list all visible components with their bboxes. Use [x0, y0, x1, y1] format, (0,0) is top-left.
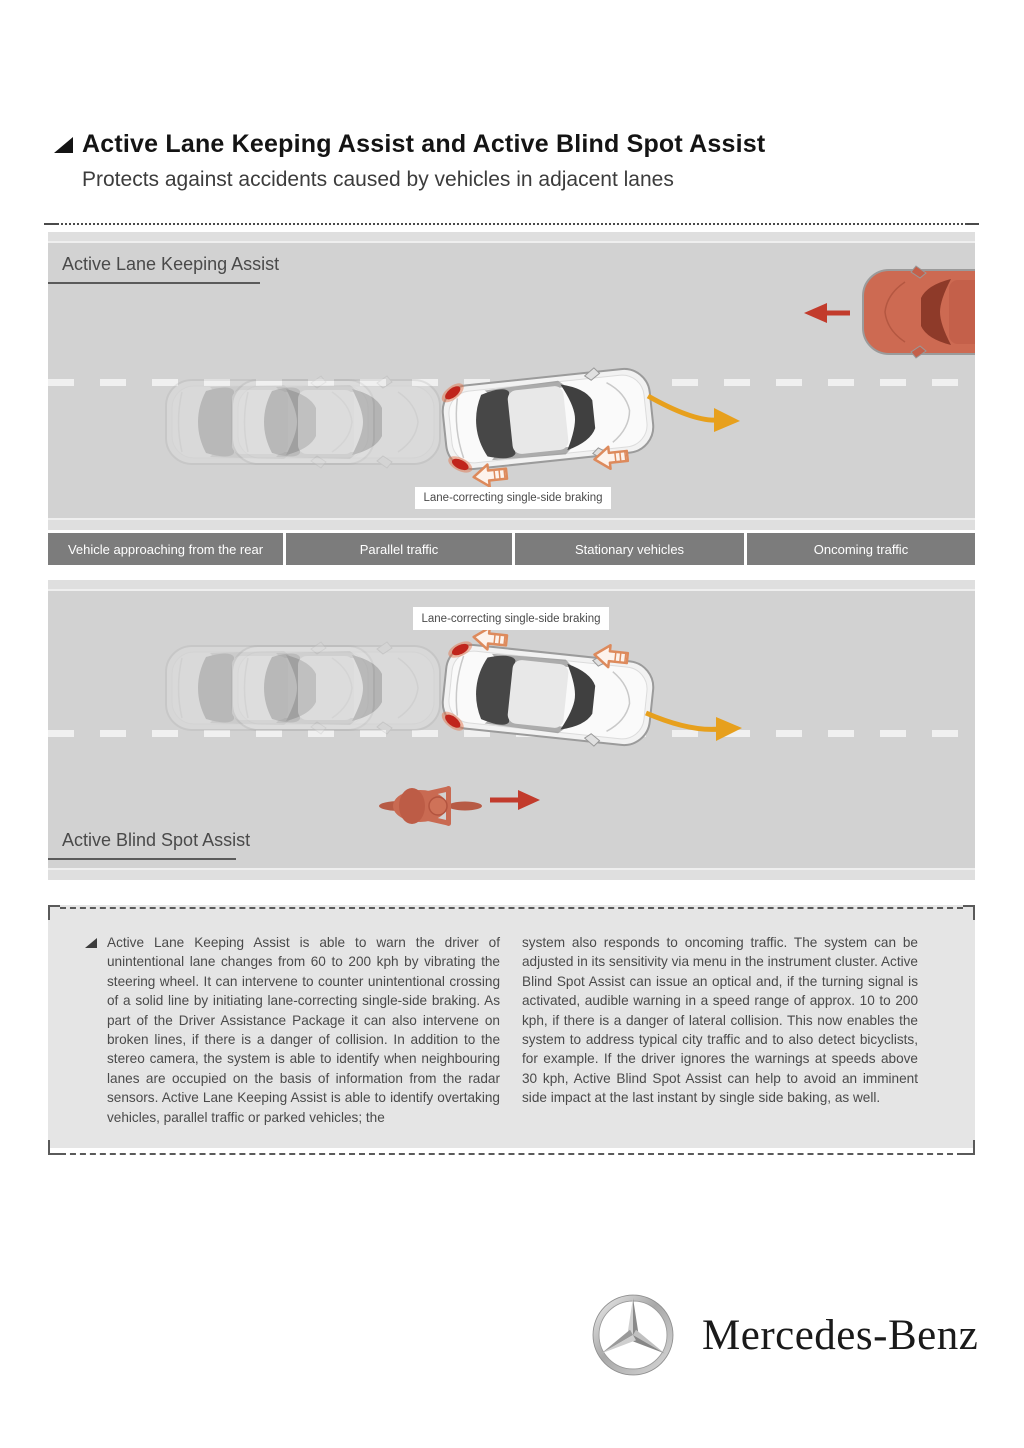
ego-car — [437, 360, 658, 491]
brand-logo — [590, 1292, 978, 1378]
blind-spot-label: Active Blind Spot Assist — [62, 830, 251, 850]
info-column-right: system also responds to oncoming traffic. The system can be adjusted in its sensitivity via menu in the instrument cluster. Active Blind Spot Assist can issue an optical and, if the turning signal is activated, audible warning in a speed range of approx. 10 to 200 kph, if there is a danger of lateral collision. This now enables the system to address typical city traffic and to also detect bicyclists, for example. If the driver ignores the warnings at speeds above 30 kph, Active Blind Spot Assist can help to avoid an imminent side impact at the last instant by single side baking, as well. — [522, 935, 918, 1106]
braking-caption-badge: Lane-correcting single-side braking — [413, 607, 609, 630]
blind-spot-diagram — [48, 580, 975, 880]
cyclist-arrow-icon — [490, 790, 540, 810]
crop-mark-icon — [963, 905, 975, 920]
paragraph-marker-icon — [85, 938, 97, 948]
scenario-bar — [48, 533, 975, 565]
info-column-left: Active Lane Keeping Assist is able to warn the driver of unintentional lane changes from 60 to 200 kph by vibrating the steering wheel. It can intervene to counter unintentional crossing of a solid line by initiating lane-correcting single-side braking. As part of the Driver Assistance Package it can also intervene on broken lines, if there is a danger of collision. In addition to the stereo camera, the system is able to identify when neighbouring lanes are occupied on the basis of information from the radar sensors. Active Lane Keeping Assist is able to identify overtaking vehicles, parallel traffic or parked vehicles; the — [107, 935, 500, 1125]
crop-mark-icon — [48, 905, 60, 920]
crop-mark-icon — [48, 1140, 60, 1155]
scenario-item-oncoming: Oncoming traffic — [747, 533, 975, 565]
lane-keeping-label: Active Lane Keeping Assist — [62, 254, 280, 274]
label-underline — [48, 858, 236, 860]
crop-mark-icon — [963, 1140, 975, 1155]
correction-arrow-icon — [648, 396, 740, 432]
brand-wordmark: Mercedes-Benz — [702, 1311, 979, 1359]
oncoming-arrow-icon — [804, 303, 850, 323]
scenario-item-rear: Vehicle approaching from the rear — [48, 533, 283, 565]
page-title: Active Lane Keeping Assist and Active Blind Spot Assist — [82, 130, 766, 158]
dotted-separator-top — [48, 223, 975, 225]
lane-keeping-diagram — [48, 232, 975, 530]
label-underline — [48, 282, 260, 284]
ghost-car — [232, 376, 440, 468]
scenario-item-parallel: Parallel traffic — [286, 533, 512, 565]
header — [48, 130, 975, 192]
ghost-car — [232, 642, 440, 734]
correction-arrow-icon — [646, 713, 742, 741]
mercedes-star-icon — [590, 1292, 676, 1378]
lane-keeping-scene — [48, 232, 975, 530]
info-box — [48, 905, 975, 1148]
oncoming-car — [863, 266, 975, 358]
cyclist — [379, 786, 482, 826]
braking-caption-badge: Lane-correcting single-side braking — [415, 487, 611, 509]
section-marker-icon — [54, 137, 73, 153]
scenario-item-stationary: Stationary vehicles — [515, 533, 744, 565]
ego-car — [437, 623, 658, 754]
page-subtitle: Protects against accidents caused by vehicles in adjacent lanes — [82, 168, 674, 191]
